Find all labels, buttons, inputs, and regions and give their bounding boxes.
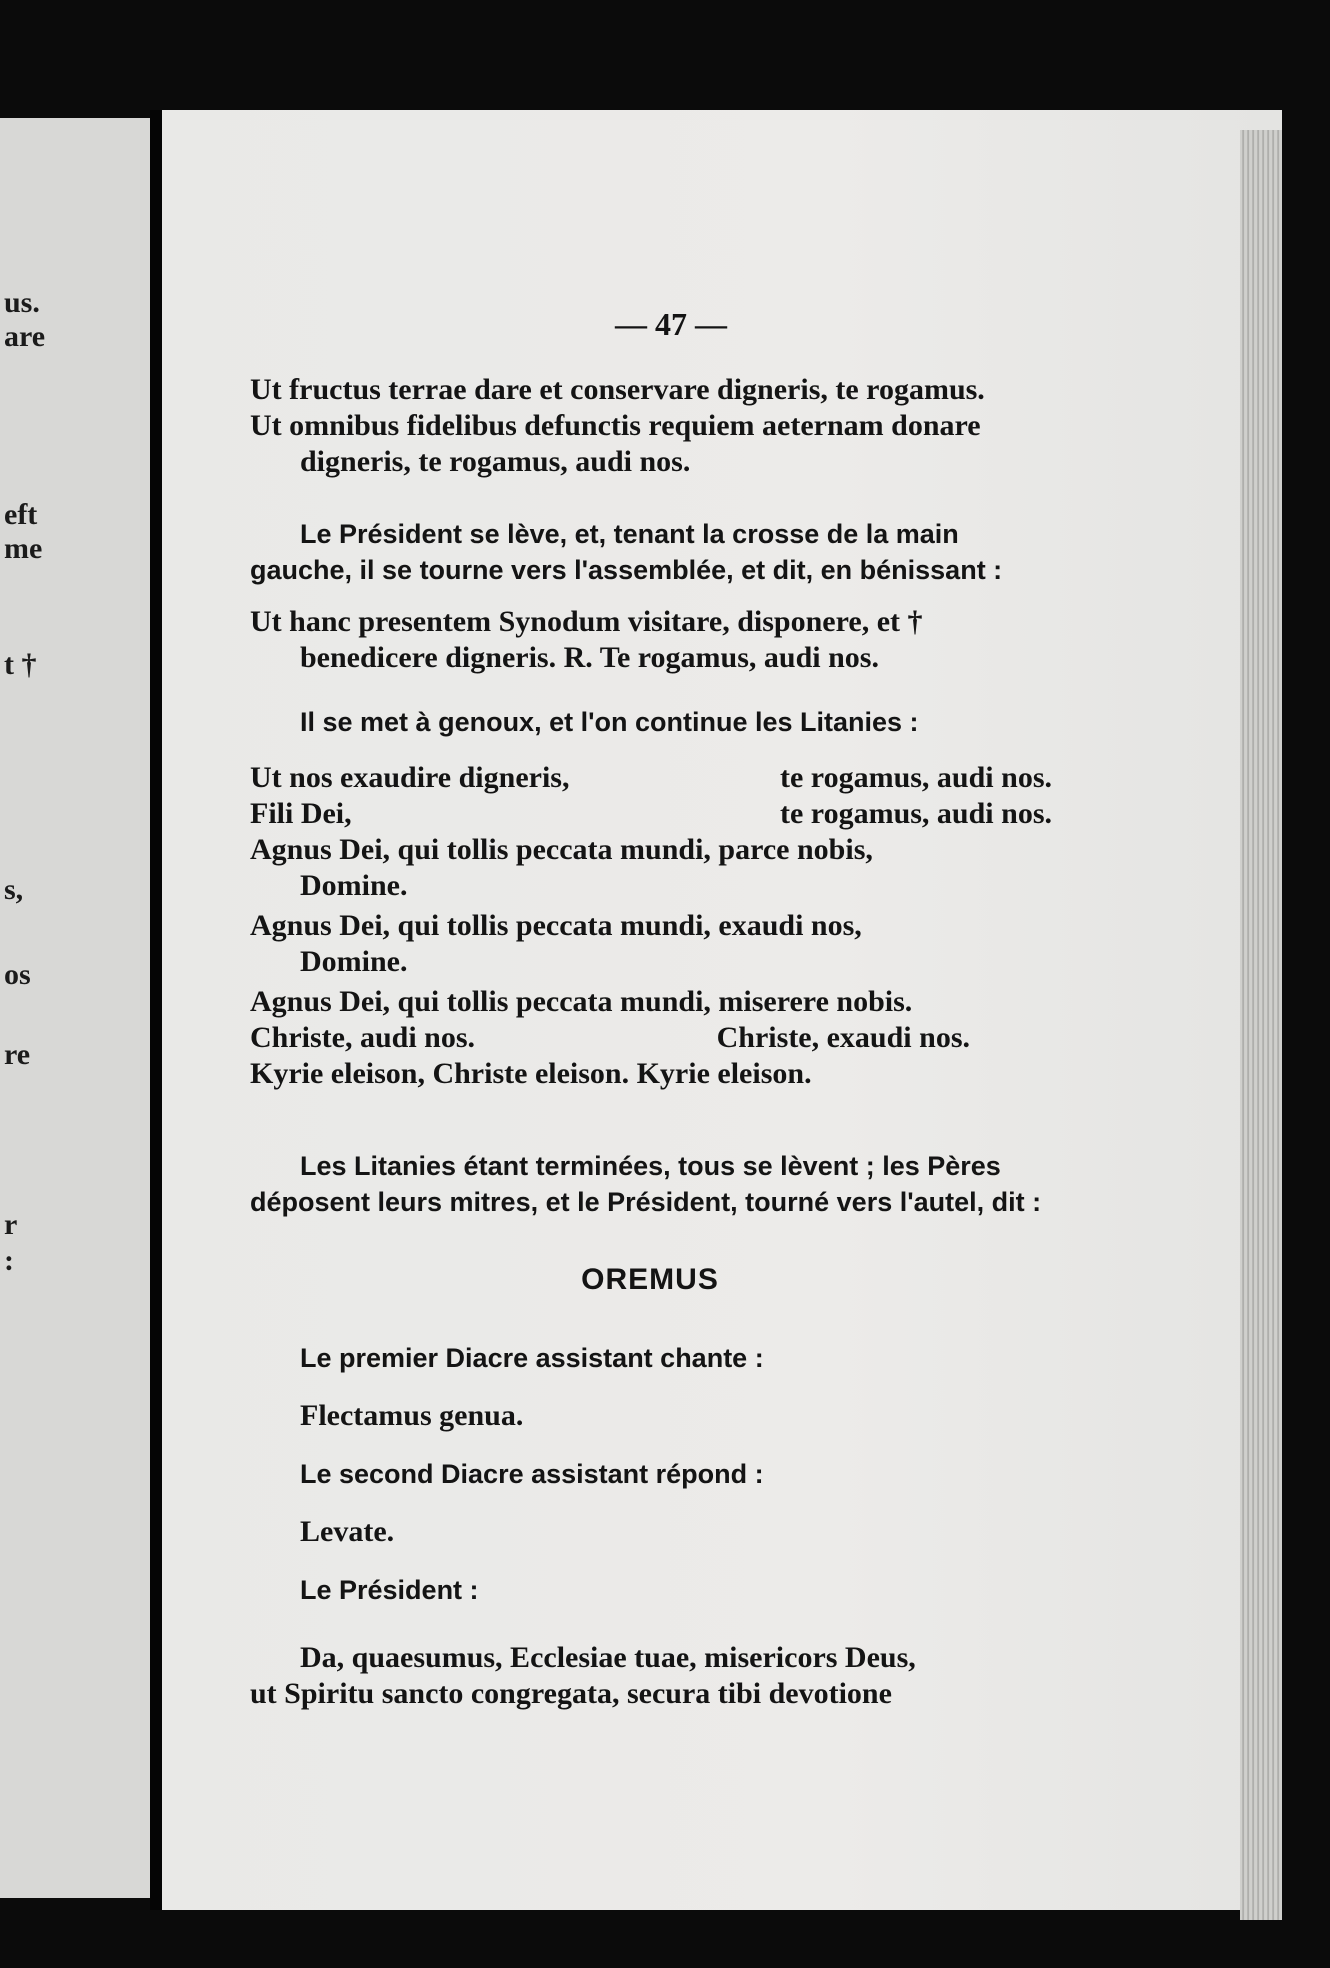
page-edge xyxy=(1240,130,1282,1920)
rubric-line: Le Président : xyxy=(300,1575,479,1605)
left-fragment-text: : xyxy=(4,1244,14,1277)
latin-line: digneris, te rogamus, audi nos. xyxy=(300,445,691,478)
latin-line: Ut hanc presentem Synodum visitare, disponere, et † xyxy=(250,605,923,638)
rubric-line: Il se met à genoux, et l'on continue les Litanies : xyxy=(300,707,919,737)
litany-response: te rogamus, audi nos. xyxy=(780,797,1052,830)
latin-line: Ut omnibus fidelibus defunctis requiem aeternam donare xyxy=(250,409,981,442)
litany-row xyxy=(250,760,1100,796)
latin-line: Flectamus genua. xyxy=(300,1399,524,1432)
latin-line: Kyrie eleison, Christe eleison. Kyrie eleison. xyxy=(250,1057,812,1090)
litany-invocation: Fili Dei, xyxy=(250,797,352,830)
left-fragment-text: are xyxy=(4,320,46,353)
left-fragment-text: r xyxy=(4,1208,18,1241)
litany-invocation: Christe, audi nos. xyxy=(250,1021,476,1054)
latin-line: Levate. xyxy=(300,1515,395,1548)
left-fragment-text: me xyxy=(4,532,43,565)
litany-invocation: Ut nos exaudire digneris, xyxy=(250,761,570,794)
page-number: — 47 — xyxy=(615,306,727,342)
latin-line: ut Spiritu sancto congregata, secura tibi devotione xyxy=(250,1677,892,1710)
latin-line: Domine. xyxy=(300,869,408,902)
book-spine xyxy=(150,110,162,1910)
left-fragment-text: eft xyxy=(4,498,38,531)
litany-response: Christe, exaudi nos. xyxy=(716,1021,970,1054)
left-fragment-text: t † xyxy=(4,648,37,681)
left-fragment-text: os xyxy=(4,958,31,991)
left-fragment-text: us. xyxy=(4,286,40,319)
latin-line: Agnus Dei, qui tollis peccata mundi, miserere nobis. xyxy=(250,985,913,1018)
left-page-fragment xyxy=(0,118,150,1898)
rubric-line: déposent leurs mitres, et le Président, tourné vers l'autel, dit : xyxy=(250,1187,1042,1217)
latin-line: Domine. xyxy=(300,945,408,978)
latin-line: benedicere digneris. R. Te rogamus, audi nos. xyxy=(300,641,879,674)
section-heading: OREMUS xyxy=(581,1263,719,1296)
rubric-line: Le second Diacre assistant répond : xyxy=(300,1459,764,1489)
litany-row xyxy=(250,796,1100,832)
litany-response: te rogamus, audi nos. xyxy=(780,761,1052,794)
rubric-line: Les Litanies étant terminées, tous se lèvent ; les Pères xyxy=(300,1151,1001,1181)
left-fragment-text: re xyxy=(4,1038,31,1071)
latin-line: Agnus Dei, qui tollis peccata mundi, parce nobis, xyxy=(250,833,873,866)
latin-line: Da, quaesumus, Ecclesiae tuae, misericors Deus, xyxy=(300,1641,916,1674)
left-fragment-text: s, xyxy=(4,873,24,906)
rubric-line: gauche, il se tourne vers l'assemblée, et dit, en bénissant : xyxy=(250,555,1003,585)
rubric-line: Le premier Diacre assistant chante : xyxy=(300,1343,764,1373)
latin-line: Ut fructus terrae dare et conservare digneris, te rogamus. xyxy=(250,373,985,406)
latin-line: Agnus Dei, qui tollis peccata mundi, exaudi nos, xyxy=(250,909,862,942)
litany-row xyxy=(250,1020,970,1056)
rubric-line: Le Président se lève, et, tenant la crosse de la main xyxy=(300,519,959,549)
